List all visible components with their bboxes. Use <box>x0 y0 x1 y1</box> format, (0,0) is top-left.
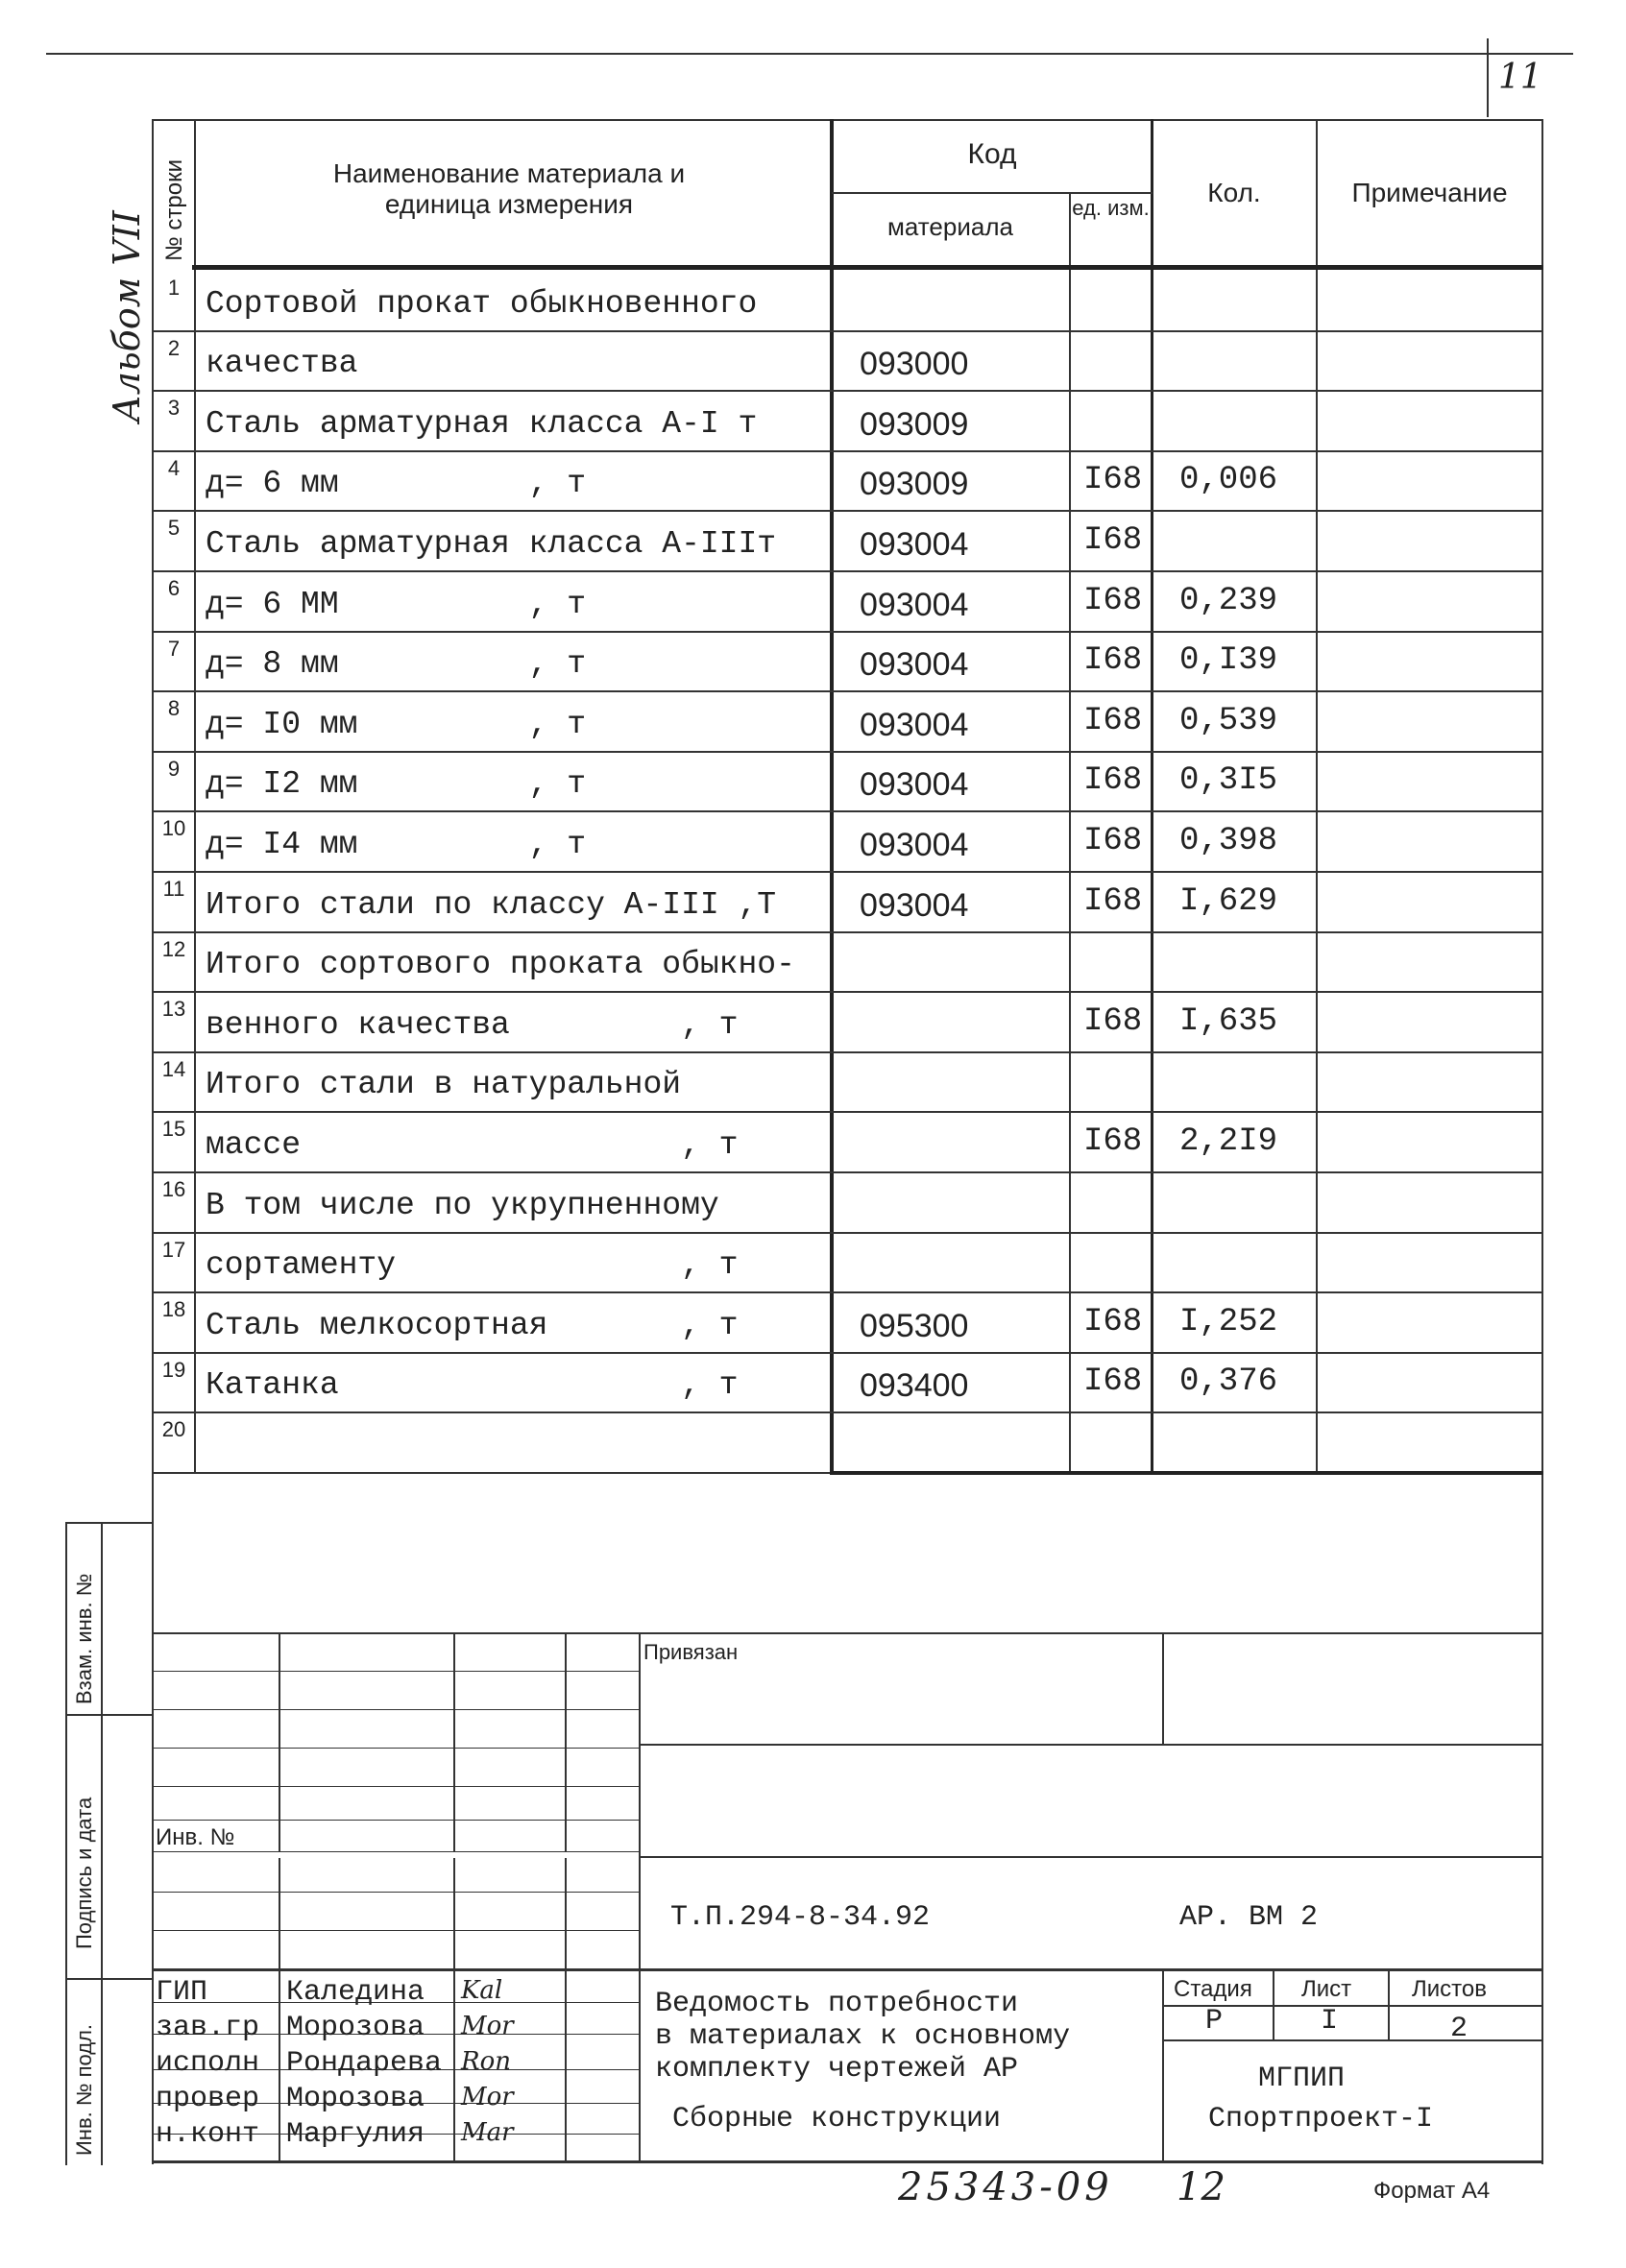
material-name: сортаменту , т <box>206 1247 739 1284</box>
quantity: I,252 <box>1179 1303 1278 1340</box>
header-name: Наименование материала и единица измерения <box>332 158 686 219</box>
side-stamp-inner <box>101 1522 103 2165</box>
table-row-rule <box>154 1352 1541 1354</box>
side-vzam: Взам. инв. № <box>72 1573 96 1704</box>
material-name: Сталь мелкосортная , т <box>206 1307 739 1343</box>
archive-number: 25343-09 <box>898 2165 1113 2209</box>
album-label: Альбом VII <box>106 210 148 422</box>
tb-title-2: в материалах к основному <box>655 2020 1071 2053</box>
material-name: д= 6 ММ , т <box>206 586 587 622</box>
role-label: н.конт <box>156 2118 260 2151</box>
row-number: 8 <box>167 696 181 721</box>
archive-page: 12 <box>1177 2165 1226 2209</box>
table-row-rule <box>154 1232 1541 1234</box>
row-number: 16 <box>161 1177 186 1201</box>
quantity: 0,I39 <box>1179 642 1278 680</box>
material-name: д= 8 мм , т <box>206 646 587 683</box>
table-row-rule <box>154 1171 1541 1173</box>
quantity: 0,006 <box>1179 462 1278 499</box>
tb-thin-rule <box>152 1671 639 1672</box>
unit-code: I68 <box>1083 462 1143 499</box>
tb-stage-div3 <box>1388 1968 1390 2039</box>
row-number: 18 <box>161 1297 186 1322</box>
material-code: 093009 <box>860 405 969 443</box>
tb-thin-rule <box>152 1851 639 1852</box>
material-code: 093004 <box>860 706 969 743</box>
tb-rule-code <box>639 1856 1543 1858</box>
header-note: Примечание <box>1351 178 1508 207</box>
row-number: 2 <box>167 335 181 360</box>
row-number: 14 <box>161 1056 186 1081</box>
side-stamp-div2 <box>65 1978 154 1980</box>
row-number: 3 <box>167 396 181 421</box>
row-number: 13 <box>161 997 186 1022</box>
material-code: 095300 <box>860 1307 969 1344</box>
row-number: 1 <box>167 276 181 300</box>
unit-code: I68 <box>1083 702 1143 739</box>
unit-code: I68 <box>1083 1363 1143 1401</box>
tb-org1: МГПИП <box>1258 2063 1346 2095</box>
material-code: 093400 <box>860 1367 969 1405</box>
role-person: Рондарева <box>286 2047 443 2080</box>
role-label: исполн <box>156 2047 260 2080</box>
material-name: В том числе по укрупненному <box>206 1187 719 1223</box>
material-name: Итого сортового проката обыкно- <box>206 947 795 983</box>
quantity: 0,376 <box>1179 1363 1278 1401</box>
col-line-unit <box>1069 192 1071 1475</box>
table-row-rule <box>154 931 1541 933</box>
format-label: Формат А4 <box>1373 2178 1491 2204</box>
material-name: массе , т <box>206 1127 739 1163</box>
role-label: зав.гр <box>156 2012 260 2044</box>
role-person: Морозова <box>286 2083 425 2115</box>
row-number: 9 <box>167 756 181 781</box>
table-row-rule <box>154 510 1541 512</box>
tb-stage-rule2 <box>1162 2039 1543 2041</box>
quantity: I,635 <box>1179 1002 1278 1040</box>
frame-top <box>152 119 1543 121</box>
tb-col2a <box>453 1632 455 1851</box>
tb-title-1: Ведомость потребности <box>655 1988 1019 2020</box>
material-name: д= I0 мм , т <box>206 706 587 742</box>
col-line-note <box>1316 119 1318 1475</box>
tb-thin-rule <box>152 1968 639 1969</box>
page-number: 11 <box>1498 58 1542 97</box>
unit-code: I68 <box>1083 762 1143 800</box>
row-number: 6 <box>167 576 181 600</box>
tb-sheet: I <box>1321 2005 1339 2038</box>
col-line-code <box>830 119 834 1475</box>
tb-org2: Спортпроект-I <box>1208 2103 1434 2135</box>
tb-sheet-label: Лист <box>1301 1976 1352 2002</box>
quantity: 0,398 <box>1179 823 1278 859</box>
tb-thin-rule <box>152 1820 639 1821</box>
table-row-rule <box>154 390 1541 392</box>
side-podpis: Подпись и дата <box>72 1797 96 1949</box>
role-person: Каледина <box>286 1976 425 2009</box>
tb-stage-label: Стадия <box>1174 1976 1252 2002</box>
material-code: 093009 <box>860 466 969 503</box>
row-number: 12 <box>161 936 186 961</box>
tb-title-4: Сборные конструкции <box>672 2103 1002 2135</box>
tb-sheets: 2 <box>1450 2013 1468 2045</box>
tb-privyazan: Привязан <box>643 1640 739 1664</box>
material-name: Сталь арматурная класса А-IIIт <box>206 526 777 562</box>
role-signature: Kal <box>461 1976 503 2005</box>
tb-thin-rule <box>152 1748 639 1749</box>
tb-privyazan-div <box>1162 1632 1164 1744</box>
tb-title-3: комплекту чертежей АР <box>655 2053 1019 2086</box>
role-person: Морозова <box>286 2012 425 2044</box>
row-number: 11 <box>162 877 185 901</box>
material-name: д= I2 мм , т <box>206 766 587 803</box>
material-name: Катанка , т <box>206 1367 739 1404</box>
header-code-material: материала <box>887 212 1013 241</box>
header-bottom-rule <box>192 265 1543 270</box>
material-code: 093004 <box>860 586 969 623</box>
material-code: 093004 <box>860 886 969 924</box>
unit-code: I68 <box>1083 823 1143 859</box>
role-label: ГИП <box>156 1976 208 2009</box>
tb-stage: Р <box>1205 2005 1224 2038</box>
table-row-rule <box>154 1051 1541 1053</box>
role-signature: Mor <box>461 2012 514 2040</box>
tb-col1a <box>279 1632 280 1851</box>
table-row-rule <box>154 871 1541 873</box>
top-rule <box>46 53 1573 55</box>
role-signature: Ron <box>461 2047 511 2076</box>
tb-sheets-label: Листов <box>1412 1976 1487 2002</box>
tb-thin-rule <box>152 1786 639 1787</box>
row-number: 19 <box>161 1357 186 1382</box>
material-name: Сталь арматурная класса А-I т <box>206 405 758 442</box>
tb-col4 <box>639 1632 641 2161</box>
tb-col2b <box>453 1858 455 2161</box>
quantity: 0,3I5 <box>1179 762 1278 800</box>
unit-code: I68 <box>1083 1303 1143 1340</box>
unit-code: I68 <box>1083 1123 1143 1160</box>
table-row-rule <box>154 631 1541 633</box>
table-row-rule <box>154 1111 1541 1113</box>
tb-thin-rule <box>152 1892 639 1893</box>
page-number-box-left <box>1487 38 1489 117</box>
side-inv-podl: Инв. № подл. <box>72 2023 96 2156</box>
body-bottom-rule <box>830 1471 1543 1475</box>
material-name: Итого стали по классу А-III ,Т <box>206 886 777 923</box>
header-qty: Кол. <box>1207 178 1261 207</box>
tb-stage-div <box>1162 1968 1164 2161</box>
tb-sheet-code: АР. ВМ 2 <box>1179 1901 1319 1934</box>
quantity: 0,239 <box>1179 582 1278 619</box>
table-row-rule <box>154 1411 1541 1413</box>
tb-thin-rule <box>152 1709 639 1710</box>
tb-col3a <box>565 1632 567 1851</box>
row-number: 15 <box>161 1117 186 1142</box>
role-label: провер <box>156 2083 260 2115</box>
material-code: 093004 <box>860 526 969 563</box>
material-code: 093004 <box>860 646 969 684</box>
code-subheader-rule <box>832 192 1153 194</box>
table-row-rule <box>154 810 1541 812</box>
unit-code: I68 <box>1083 522 1143 559</box>
material-name: Сортовой прокат обыкновенного <box>206 285 758 322</box>
tb-rule-privyazan <box>639 1744 1543 1746</box>
side-stamp-left <box>65 1522 67 2165</box>
row-number: 20 <box>161 1417 186 1442</box>
table-row-rule <box>154 1291 1541 1293</box>
unit-code: I68 <box>1083 582 1143 619</box>
table-row-rule <box>154 690 1541 692</box>
row-number: 17 <box>161 1237 186 1262</box>
table-row-rule <box>154 751 1541 753</box>
quantity: 2,2I9 <box>1179 1123 1278 1160</box>
material-name: д= 6 мм , т <box>206 466 587 502</box>
material-name: Итого стали в натуральной <box>206 1067 682 1103</box>
material-code: 093004 <box>860 766 969 804</box>
material-name: качества <box>206 346 358 382</box>
material-code: 093000 <box>860 346 969 383</box>
tb-doc-code: Т.П.294-8-34.92 <box>670 1901 931 1934</box>
tb-col1b <box>279 1858 280 2161</box>
frame-left <box>152 119 154 2164</box>
tb-inv-no: Инв. № <box>156 1824 235 1850</box>
row-number: 7 <box>167 636 181 661</box>
material-name: венного качества , т <box>206 1006 739 1043</box>
row-number: 10 <box>161 816 186 841</box>
row-number: 5 <box>167 516 181 541</box>
role-signature: Mor <box>461 2083 514 2111</box>
tb-thin-rule <box>152 1930 639 1931</box>
header-row-no: № строки <box>161 158 187 261</box>
side-stamp-div1 <box>65 1714 154 1716</box>
tb-top <box>152 1632 1543 1634</box>
quantity: 0,539 <box>1179 702 1278 739</box>
side-stamp-top <box>65 1522 154 1524</box>
role-signature: Mar <box>461 2118 514 2147</box>
role-person: Маргулия <box>286 2118 425 2151</box>
unit-code: I68 <box>1083 882 1143 920</box>
table-row-rule <box>154 991 1541 993</box>
material-code: 093004 <box>860 827 969 863</box>
row-number: 4 <box>167 455 181 480</box>
table-row-rule <box>154 450 1541 452</box>
header-code: Код <box>967 138 1017 170</box>
tb-col3b <box>565 1858 567 2161</box>
unit-code: I68 <box>1083 642 1143 680</box>
col-line-qty <box>1151 119 1153 1475</box>
header-code-unit: ед. изм. <box>1072 196 1150 220</box>
tb-bottom <box>152 2160 1543 2163</box>
col-line-rownum <box>194 119 196 1473</box>
material-name: д= I4 мм , т <box>206 827 587 862</box>
unit-code: I68 <box>1083 1002 1143 1040</box>
table-row-rule <box>154 570 1541 572</box>
table-row-rule <box>154 330 1541 332</box>
tb-stage-div2 <box>1273 1968 1274 2039</box>
quantity: I,629 <box>1179 882 1278 920</box>
